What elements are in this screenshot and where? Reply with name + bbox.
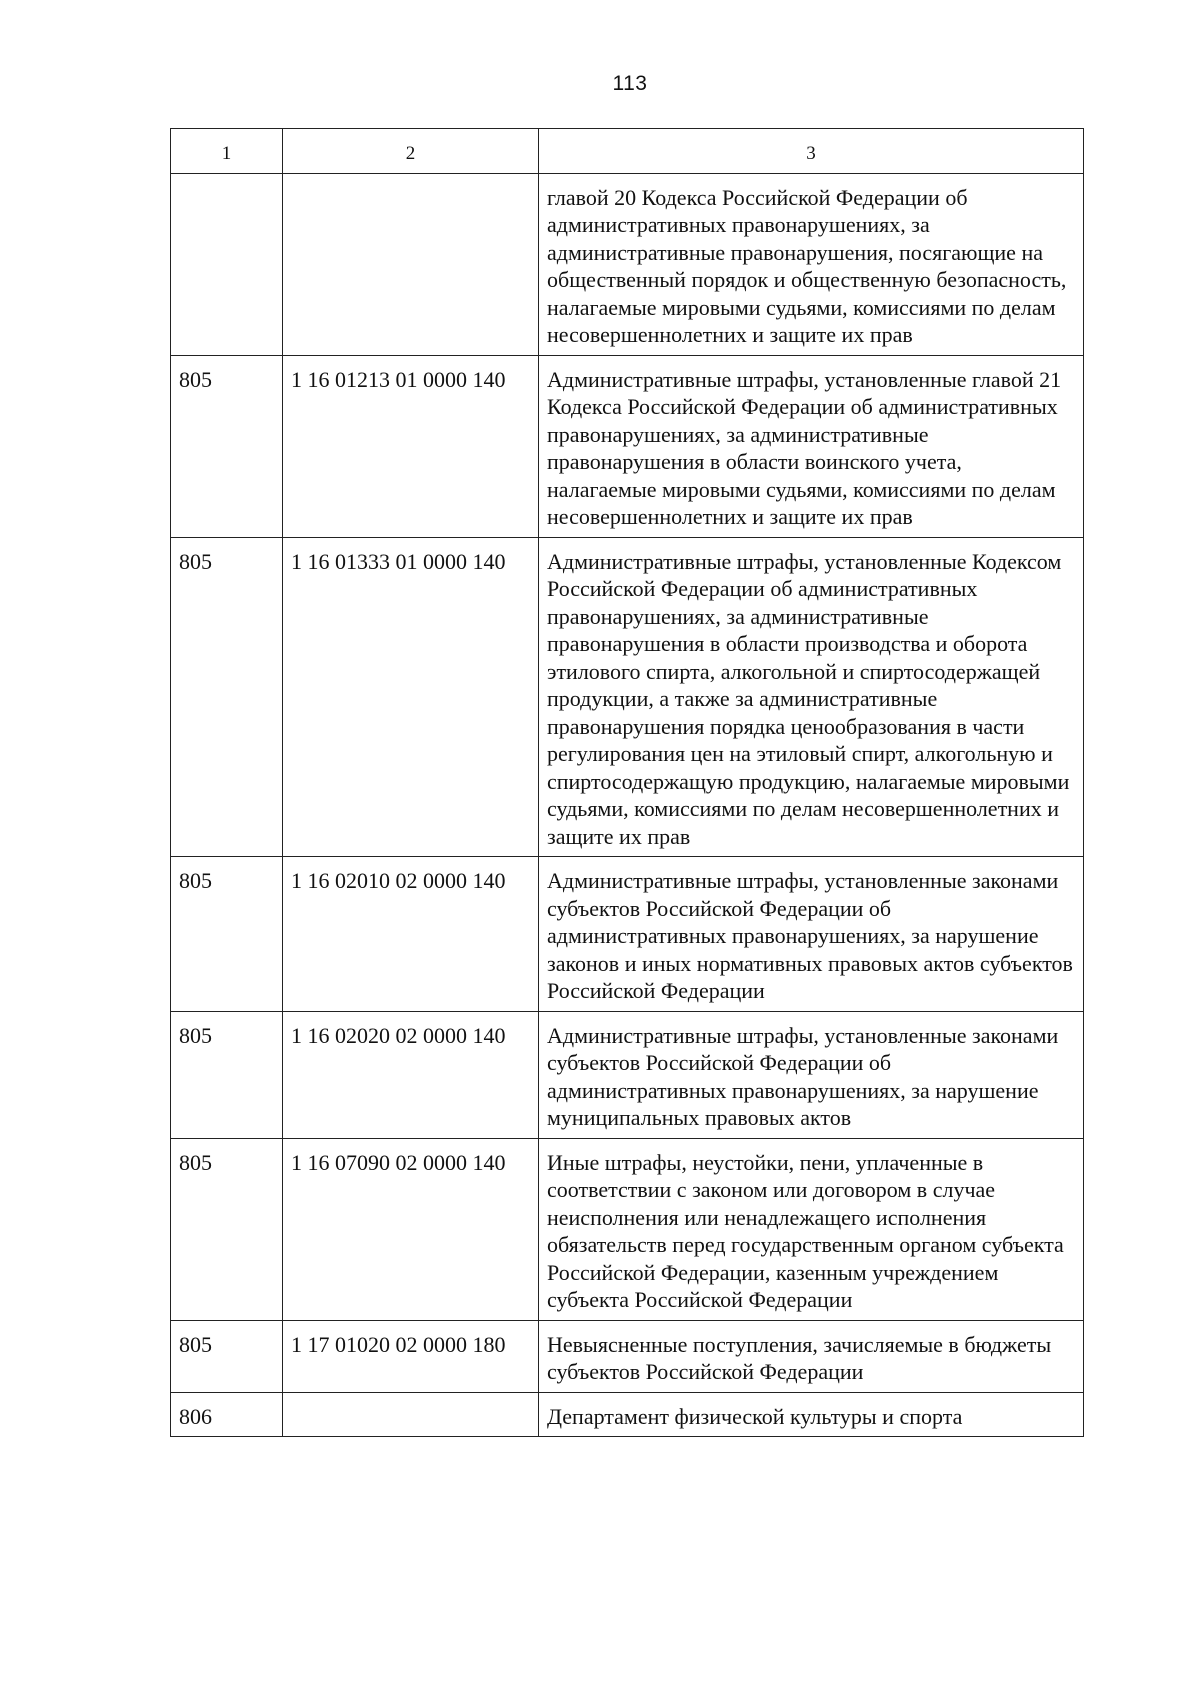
table-row [171, 1392, 1084, 1437]
admin-code-cell: 805 [171, 537, 283, 857]
description-cell: главой 20 Кодекса Российской Федерации об административных правонарушениях, за административные правонарушения, посягающие на общественный порядок и общественную безопасность, налагаемые мировыми судьями, комиссиями по делам несовершеннолетних и защите их прав [539, 173, 1084, 355]
admin-code-cell: 805 [171, 1138, 283, 1320]
admin-code-cell [171, 173, 283, 355]
income-code-cell: 1 17 01020 02 0000 180 [283, 1320, 539, 1392]
description-cell: Департамент физической культуры и спорта [539, 1392, 1084, 1437]
page-number: 113 [612, 72, 648, 95]
table-row [171, 173, 1084, 355]
table-row [171, 1138, 1084, 1320]
admin-code-cell: 806 [171, 1392, 283, 1437]
description-cell: Невыясненные поступления, зачисляемые в бюджеты субъектов Российской Федерации [539, 1320, 1084, 1392]
column-header-1: 1 [171, 129, 283, 174]
table-row [171, 355, 1084, 537]
description-cell: Административные штрафы, установленные законами субъектов Российской Федерации об административных правонарушениях, за нарушение муниципальных правовых актов [539, 1011, 1084, 1138]
description-cell: Иные штрафы, неустойки, пени, уплаченные в соответствии с законом или договором в случае неисполнения или ненадлежащего исполнения обязательств перед государственным органом субъекта Российской Федерации, казенным учреждением субъекта Российской Федерации [539, 1138, 1084, 1320]
income-code-cell [283, 1392, 539, 1437]
budget-classification-table [170, 128, 1084, 1437]
description-cell: Административные штрафы, установленные Кодексом Российской Федерации об административных правонарушениях, за административные правонарушения в области производства и оборота этилового спирта, алкогольной и спиртосодержащей продукции, а также за административные правонарушения порядка ценообразования в части регулирования цен на этиловый спирт, алкогольную и спиртосодержащую продукцию, налагаемые мировыми судьями, комиссиями по делам несовершеннолетних и защите их прав [539, 537, 1084, 857]
table-row [171, 537, 1084, 857]
income-code-cell: 1 16 01213 01 0000 140 [283, 355, 539, 537]
table-row [171, 857, 1084, 1012]
income-code-cell: 1 16 02020 02 0000 140 [283, 1011, 539, 1138]
income-code-cell: 1 16 07090 02 0000 140 [283, 1138, 539, 1320]
description-cell: Административные штрафы, установленные главой 21 Кодекса Российской Федерации об административных правонарушениях, за административные правонарушения в области воинского учета, налагаемые мировыми судьями, комиссиями по делам несовершеннолетних и защите их прав [539, 355, 1084, 537]
income-code-cell [283, 173, 539, 355]
admin-code-cell: 805 [171, 1320, 283, 1392]
income-code-cell: 1 16 02010 02 0000 140 [283, 857, 539, 1012]
admin-code-cell: 805 [171, 857, 283, 1012]
column-header-3: 3 [539, 129, 1084, 174]
table-header-row [171, 129, 1084, 174]
admin-code-cell: 805 [171, 1011, 283, 1138]
table-row [171, 1320, 1084, 1392]
income-code-cell: 1 16 01333 01 0000 140 [283, 537, 539, 857]
admin-code-cell: 805 [171, 355, 283, 537]
description-cell: Административные штрафы, установленные законами субъектов Российской Федерации об административных правонарушениях, за нарушение законов и иных нормативных правовых актов субъектов Российской Федерации [539, 857, 1084, 1012]
table-row [171, 1011, 1084, 1138]
column-header-2: 2 [283, 129, 539, 174]
